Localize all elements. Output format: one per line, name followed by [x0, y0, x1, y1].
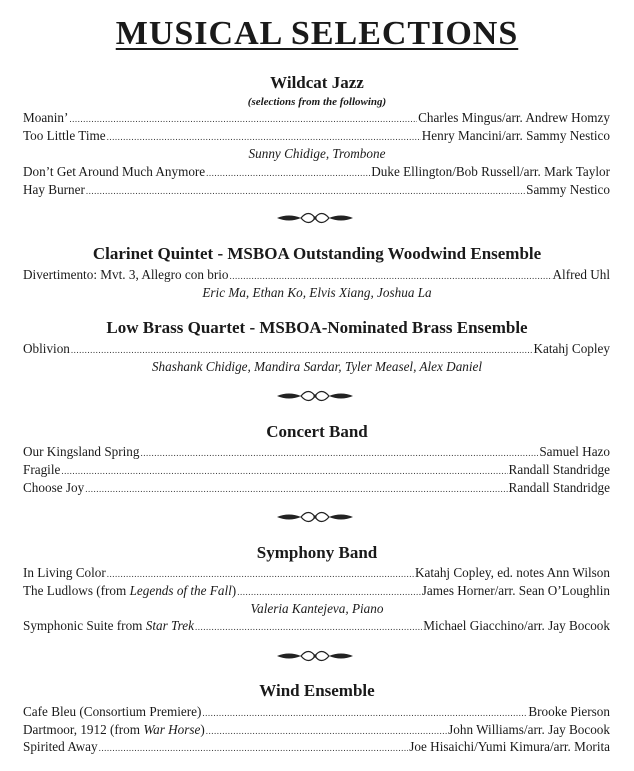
piece-title: Our Kingsland Spring — [23, 444, 140, 459]
list-item — [23, 617, 610, 635]
piece-title: Moanin’ — [23, 110, 69, 125]
piece-title: Spirited Away — [23, 739, 98, 754]
flourish-divider-icon — [275, 650, 355, 662]
soloist-credit: Valeria Kantejeva, Piano — [250, 601, 384, 616]
flourish-divider-icon — [275, 511, 355, 523]
dot-leader — [107, 565, 414, 583]
composer: Sammy Nestico — [526, 182, 610, 197]
dot-leader — [99, 739, 409, 757]
section-heading-symphony-band: Symphony Band — [256, 543, 378, 562]
list-item — [23, 181, 610, 199]
piece-title: In Living Color — [23, 565, 106, 580]
list-item — [23, 127, 610, 145]
composer: Charles Mingus/arr. Andrew Homzy — [418, 110, 610, 125]
composer: Randall Standridge — [508, 462, 610, 477]
dot-leader — [229, 267, 551, 285]
piece-title: Don’t Get Around Much Anymore — [23, 164, 206, 179]
list-item — [23, 109, 610, 127]
list-item — [23, 163, 610, 181]
section-heading-concert-band: Concert Band — [266, 422, 368, 441]
composer: Samuel Hazo — [539, 444, 610, 459]
section-heading-low-brass-quartet: Low Brass Quartet - MSBOA-Nominated Brass Ensemble — [106, 318, 528, 337]
composer: Alfred Uhl — [552, 267, 610, 282]
piece-title: Oblivion — [23, 341, 70, 356]
dot-leader — [237, 583, 421, 601]
dot-leader — [206, 164, 370, 182]
list-item — [23, 703, 610, 721]
composer: Brooke Pierson — [528, 704, 610, 719]
dot-leader — [71, 341, 533, 359]
dot-leader — [107, 128, 421, 146]
section-heading-wildcat-jazz: Wildcat Jazz — [270, 73, 364, 92]
composer: Joe Hisaichi/Yumi Kimura/arr. Morita — [409, 739, 610, 754]
soloist-credit: Sunny Chidige, Trombone — [248, 146, 386, 161]
piece-title: Too Little Time — [23, 128, 106, 143]
piece-title: The Ludlows (from Legends of the Fall) — [23, 583, 237, 598]
dot-leader — [141, 444, 539, 462]
flourish-divider-icon — [275, 390, 355, 402]
composer: John Williams/arr. Jay Bocook — [448, 722, 610, 737]
composer: Henry Mancini/arr. Sammy Nestico — [421, 128, 610, 143]
section-heading-wind-ensemble: Wind Ensemble — [259, 681, 375, 700]
section-subheading-wildcat-jazz: (selections from the following) — [247, 96, 387, 108]
composer: Michael Giacchino/arr. Jay Bocook — [423, 618, 610, 633]
dot-leader — [86, 182, 525, 200]
dot-leader — [61, 462, 507, 480]
composer: James Horner/arr. Sean O’Loughlin — [421, 583, 610, 598]
list-item — [23, 443, 610, 461]
list-item — [23, 721, 610, 739]
list-item — [23, 340, 610, 358]
dot-leader — [85, 480, 507, 498]
composer: Katahj Copley, ed. notes Ann Wilson — [414, 565, 610, 580]
section-heading-clarinet-quintet: Clarinet Quintet - MSBOA Outstanding Woodwind Ensemble — [92, 244, 542, 263]
composer: Katahj Copley — [533, 341, 610, 356]
piece-title: Symphonic Suite from Star Trek — [23, 618, 194, 633]
piece-title: Hay Burner — [23, 182, 85, 197]
list-item — [23, 582, 610, 600]
composer: Randall Standridge — [508, 480, 610, 495]
list-item — [23, 564, 610, 582]
flourish-divider-icon — [275, 212, 355, 224]
piece-title: Cafe Bleu (Consortium Premiere) — [23, 704, 202, 719]
dot-leader — [195, 618, 422, 636]
list-item — [23, 738, 610, 756]
list-item — [23, 266, 610, 284]
dot-leader — [69, 110, 417, 128]
dot-leader — [202, 704, 527, 722]
ensemble-players: Eric Ma, Ethan Ko, Elvis Xiang, Joshua La — [202, 285, 432, 300]
list-item — [23, 461, 610, 479]
composer: Duke Ellington/Bob Russell/arr. Mark Taylor — [371, 164, 610, 179]
piece-title: Divertimento: Mvt. 3, Allegro con brio — [23, 267, 229, 282]
page-title: MUSICAL SELECTIONS — [115, 15, 519, 52]
piece-title: Choose Joy — [23, 480, 85, 495]
piece-title: Fragile — [23, 462, 61, 477]
list-item — [23, 479, 610, 497]
ensemble-players: Shashank Chidige, Mandira Sardar, Tyler Measel, Alex Daniel — [151, 359, 483, 374]
piece-title: Dartmoor, 1912 (from War Horse) — [23, 722, 205, 737]
